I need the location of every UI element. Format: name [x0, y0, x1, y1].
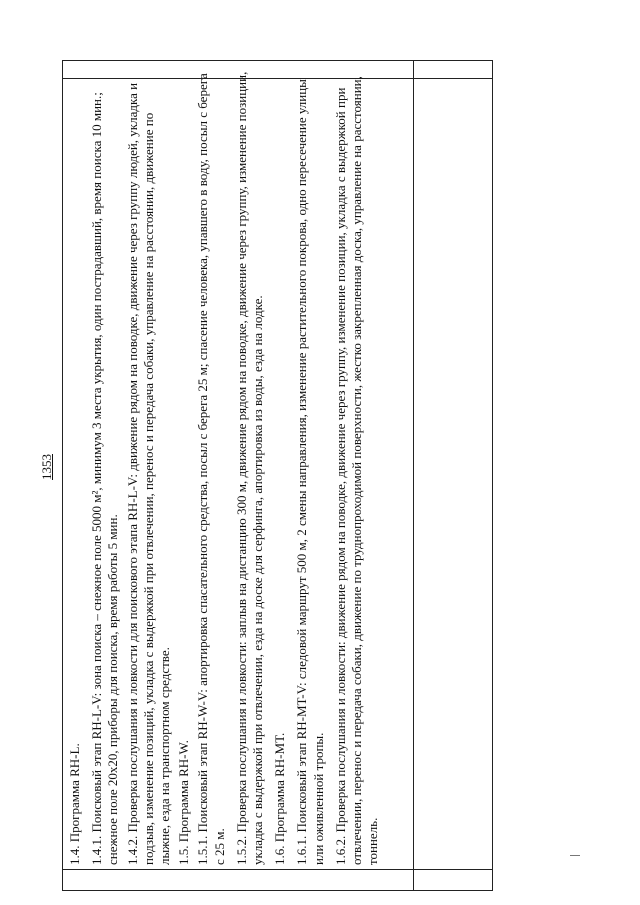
list-item: 1.5.1. Поисковый этап RH-W-V: апортировка спасательного средства, посыл с берега 25 м; спасение человека, упавшего в воду, посыл с берега с 25 м. — [195, 73, 227, 865]
list-item: 1.5.2. Проверка послушания и ловкости: заплыв на дистанцию 300 м, движение рядом на поводке, движение через группу, изменение позиции, укладка с выдержкой при отвлечении, езда на доске для серфинга, апортировка из воды, езда на лодке. — [233, 71, 266, 865]
list-item: 1.6.2. Проверка послушания и ловкости: движение рядом на поводке, движение через группу, изменение позиции, укладка с выдержкой при отвлечении, перенос и передача собаки, движение по труднопроходимой поверхности, жестко закрепленная доска, управление на расстоянии, тоннель. — [332, 76, 381, 865]
page-number: 1353 — [39, 454, 54, 480]
list-item: 1.4.2. Проверка послушания и ловкости для поискового этапа RH-L-V: движение рядом на поводке, движение через группу людей, укладка и подзыв, изменение позиций, укладка с выдержкой при отвлечении, перенос и передача собаки, управление на расстоянии, движение по лыжне, езда на транспортном средстве. — [124, 82, 173, 865]
scan-mark — [570, 855, 580, 856]
section-heading: 1.4. Программа RH-L. — [67, 743, 82, 865]
list-item: 1.4.1. Поисковый этап RH-L-V: зона поиска – снежное поле 5000 м², минимум 3 места укрытия, один пострадавший, время поиска 10 мин.; снежное поле 20x20, приборы для поиска, время работы 5 мин. — [89, 92, 121, 865]
text-cell — [67, 70, 381, 865]
section-heading: 1.5. Программа RH-W. — [176, 740, 192, 865]
section-heading: 1.6. Программа RH-MT. — [272, 732, 288, 865]
rotated-content — [62, 60, 493, 891]
list-item: 1.6.1. Поисковый этап RH-MT-V: следовой маршрут 500 м, 2 смены направления, изменение растительного покрова, одно пересечение улицы или оживленной тропы. — [294, 79, 326, 865]
